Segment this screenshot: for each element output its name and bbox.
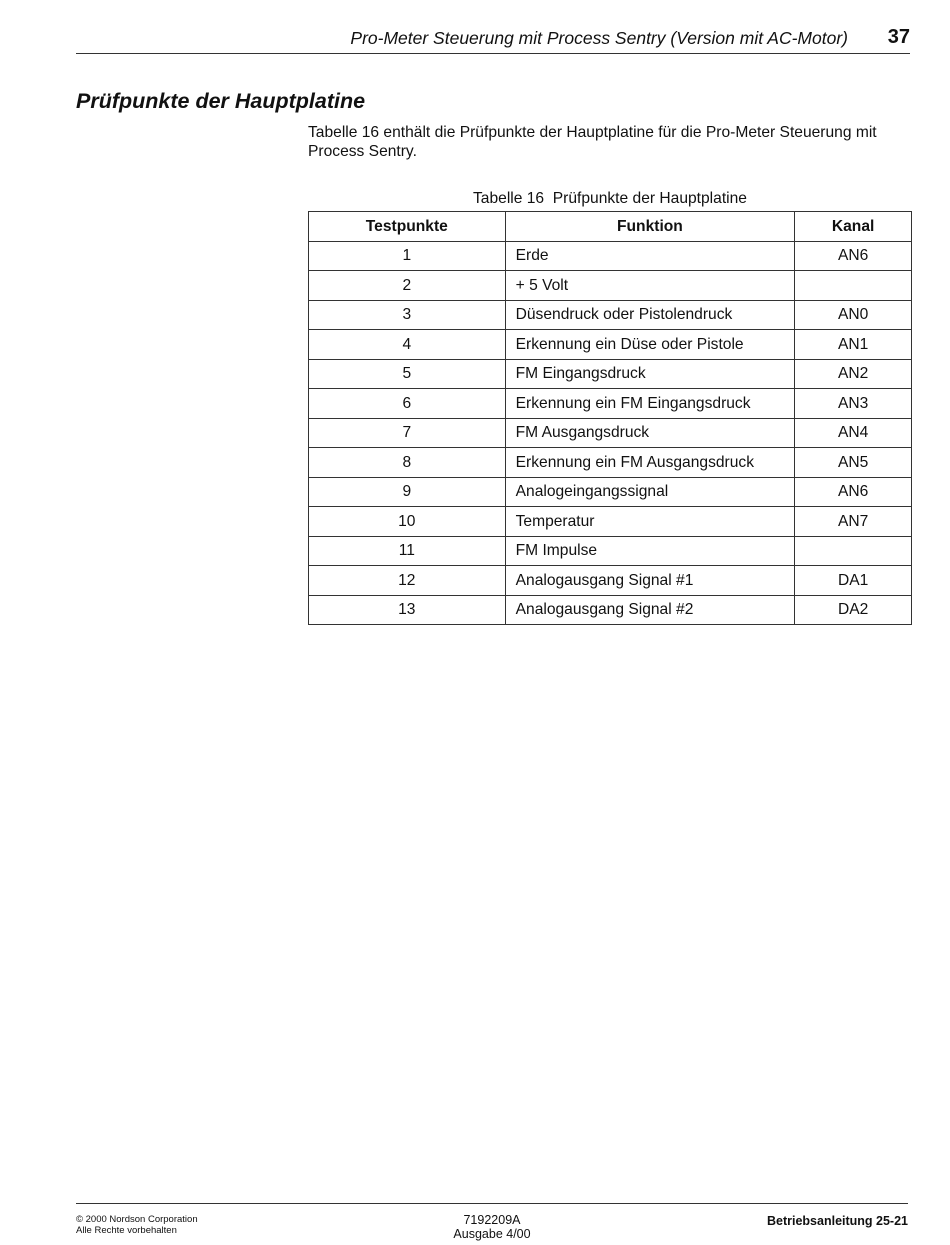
table-row	[309, 300, 912, 330]
testpunkt-cell: 2	[309, 271, 506, 301]
funktion-cell: Erkennung ein FM Eingangsdruck	[505, 389, 795, 419]
kanal-cell: AN5	[795, 448, 912, 478]
funktion-cell: Erde	[505, 241, 795, 271]
kanal-cell: AN4	[795, 418, 912, 448]
table-row	[309, 448, 912, 478]
table-row	[309, 595, 912, 625]
funktion-cell: FM Impulse	[505, 536, 795, 566]
testpunkt-cell: 12	[309, 566, 506, 596]
funktion-cell: FM Eingangsdruck	[505, 359, 795, 389]
kanal-cell: AN6	[795, 241, 912, 271]
test-points-table	[308, 211, 912, 625]
page-number: 37	[887, 26, 910, 48]
header-title: Pro-Meter Steuerung mit Process Sentry (Version mit AC-Motor)	[350, 28, 848, 48]
testpunkt-cell: 6	[309, 389, 506, 419]
funktion-cell: Erkennung ein FM Ausgangsdruck	[505, 448, 795, 478]
funktion-cell: Temperatur	[505, 507, 795, 537]
testpunkt-cell: 5	[309, 359, 506, 389]
table-row	[309, 477, 912, 507]
table-row	[309, 389, 912, 419]
kanal-cell: AN6	[795, 477, 912, 507]
copyright-line: © 2000 Nordson Corporation	[76, 1214, 198, 1225]
document-info	[432, 1213, 552, 1241]
testpunkt-cell: 10	[309, 507, 506, 537]
table-caption: Tabelle 16 Prüfpunkte der Hauptplatine	[473, 190, 747, 207]
copyright-notice	[76, 1214, 198, 1236]
funktion-cell: FM Ausgangsdruck	[505, 418, 795, 448]
kanal-cell	[795, 271, 912, 301]
table-row	[309, 241, 912, 271]
testpunkt-cell: 4	[309, 330, 506, 360]
testpunkt-cell: 1	[309, 241, 506, 271]
funktion-cell: Erkennung ein Düse oder Pistole	[505, 330, 795, 360]
funktion-cell: Analogausgang Signal #2	[505, 595, 795, 625]
funktion-cell: Analogausgang Signal #1	[505, 566, 795, 596]
kanal-cell: AN7	[795, 507, 912, 537]
testpunkt-cell: 9	[309, 477, 506, 507]
kanal-cell	[795, 536, 912, 566]
column-header-testpunkte: Testpunkte	[309, 212, 506, 242]
page-header	[76, 26, 910, 54]
testpunkt-cell: 11	[309, 536, 506, 566]
testpunkt-cell: 7	[309, 418, 506, 448]
manual-reference: Betriebsanleitung 25-21	[766, 1214, 908, 1228]
funktion-cell: Analogeingangssignal	[505, 477, 795, 507]
table-row	[309, 418, 912, 448]
kanal-cell: DA1	[795, 566, 912, 596]
column-header-funktion: Funktion	[505, 212, 795, 242]
testpunkt-cell: 8	[309, 448, 506, 478]
kanal-cell: AN0	[795, 300, 912, 330]
section-heading: Prüfpunkte der Hauptplatine	[76, 89, 366, 113]
table-row	[309, 271, 912, 301]
intro-paragraph: Tabelle 16 enthält die Prüfpunkte der Hauptplatine für die Pro-Meter Steuerung mit Process Sentry.	[308, 124, 877, 160]
rights-line: Alle Rechte vorbehalten	[76, 1225, 177, 1236]
document-number: 7192209A	[463, 1213, 521, 1227]
funktion-cell: Düsendruck oder Pistolendruck	[505, 300, 795, 330]
testpunkt-cell: 3	[309, 300, 506, 330]
testpunkt-cell: 13	[309, 595, 506, 625]
kanal-cell: AN3	[795, 389, 912, 419]
page-footer	[76, 1203, 908, 1244]
column-header-kanal: Kanal	[795, 212, 912, 242]
funktion-cell: + 5 Volt	[505, 271, 795, 301]
edition: Ausgabe 4/00	[453, 1227, 531, 1241]
table-row	[309, 566, 912, 596]
table-row	[309, 359, 912, 389]
table-row	[309, 536, 912, 566]
table-row	[309, 330, 912, 360]
kanal-cell: AN2	[795, 359, 912, 389]
table-row	[309, 507, 912, 537]
table-header-row	[309, 212, 912, 242]
kanal-cell: DA2	[795, 595, 912, 625]
kanal-cell: AN1	[795, 330, 912, 360]
